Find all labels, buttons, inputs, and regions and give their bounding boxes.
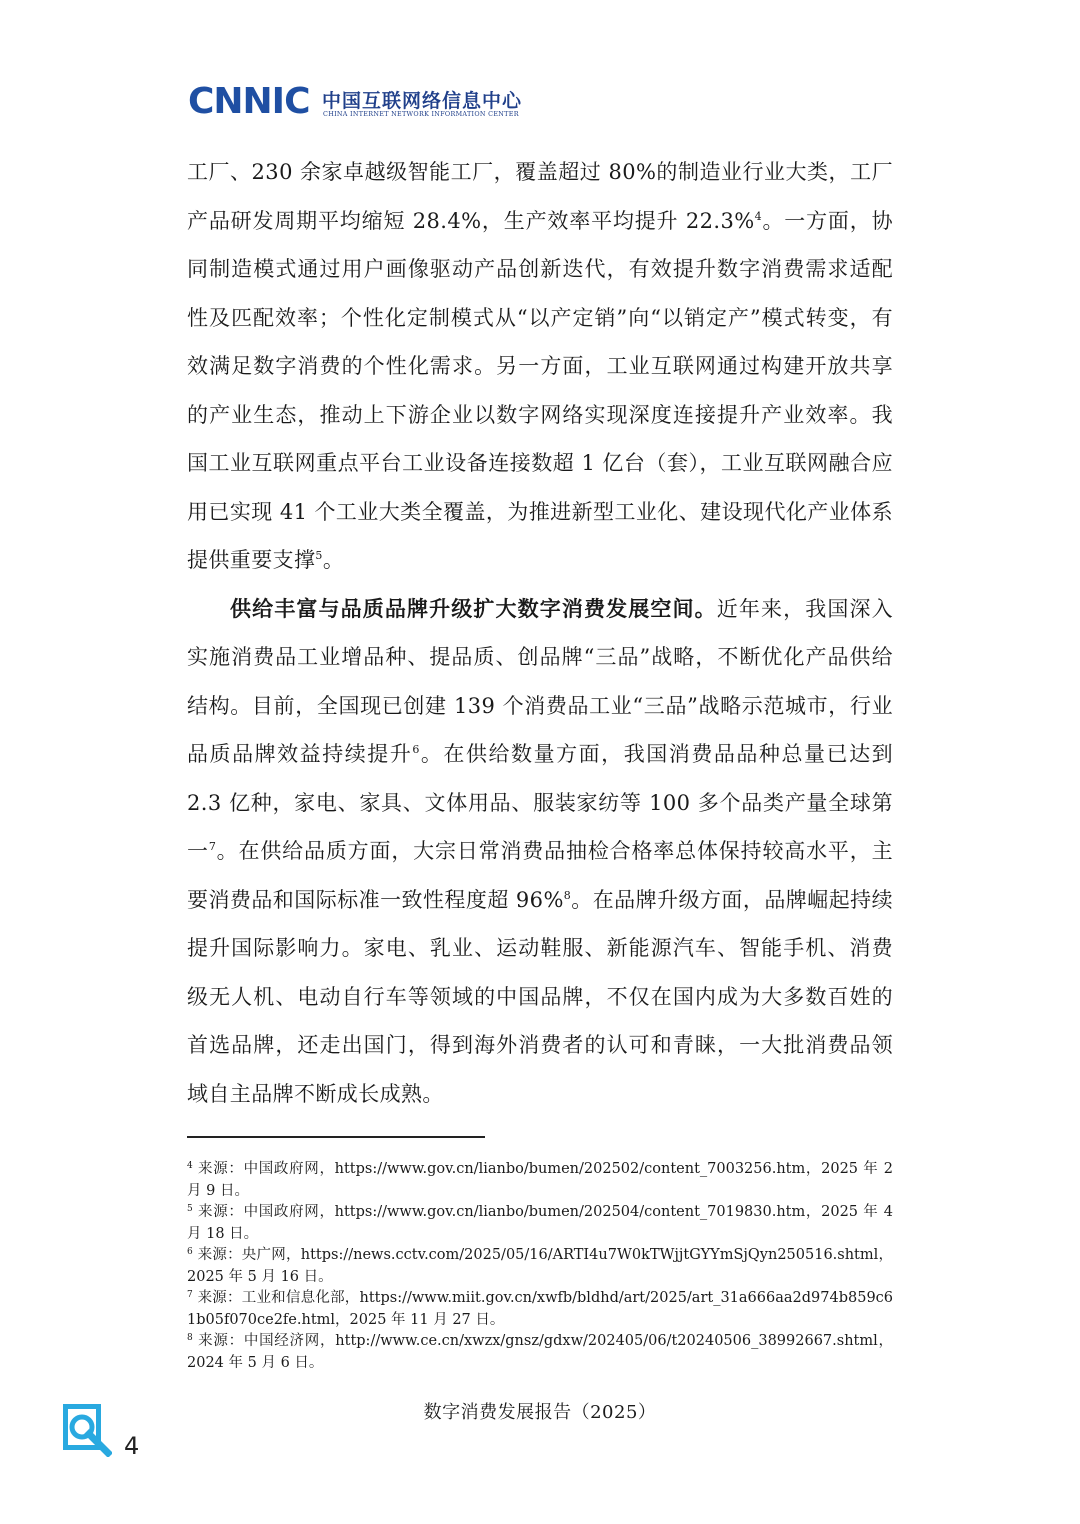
p1-text-b: 。一方面，协同制造模式通过用户画像驱动产品创新迭代，有效提升数字消费需求适配性及匹配效率；个性化定制模式从“以产定销”向“以销定产”模式转变，有效满足数字消费的个性化需求。另一方面，工业互联网通过构建开放共享的产业生态，推动上下游企业以数字网络实现深度连接提升产业效率。我国工业互联网重点平台工业设备连接数超 1 亿台（套），工业互联网融合应用已实现 41 个工业大类全覆盖，为推进新型工业化、建设现代化产业体系提供重要支撑 [187,208,893,572]
p2-text-c: 。在供给品质方面，大宗日常消费品抽检合格率总体保持较高水平，主要消费品和国际标准一致性程度超 96% [187,839,893,912]
cnnic-logo: CNNIC [188,81,310,122]
footnote-text[interactable]: 来源：央广网，https://news.cctv.com/2025/05/16/ARTI4u7W0kTWjjtGYYmSjQyn250516.shtml，2025 年 5 月 16 日。 [187,1247,894,1285]
footnote-ref-6[interactable]: 6 [412,743,420,756]
footnote-num: 6 [187,1247,193,1257]
footnote-5 [187,1202,893,1245]
footnote-text[interactable]: 来源：工业和信息化部，https://www.miit.gov.cn/xwfb/bldhd/art/2025/art_31a666aa2d974b859c61b05f070ce2fe.html，2025 年 11 月 27 日。 [187,1290,894,1328]
footnote-text[interactable]: 来源：中国经济网，http://www.ce.cn/xwzx/gnsz/gdxw/202405/06/t20240506_38992667.shtml，2024 年 5 月 6 日。 [187,1333,894,1371]
footnote-num: 5 [187,1204,193,1214]
footnote-8 [187,1331,893,1374]
main-body [187,148,893,1118]
footnote-ref-5[interactable]: 5 [315,549,323,562]
p1-text-a: 工厂、230 余家卓越级智能工厂，覆盖超过 80%的制造业行业大类，工厂产品研发周期平均缩短 28.4%，生产效率平均提升 22.3% [187,160,893,233]
footnote-ref-7[interactable]: 7 [208,840,217,853]
p2-lead-heading: 供给丰富与品质品牌升级扩大数字消费发展空间。 [230,595,717,621]
paragraph-1 [187,148,893,585]
report-magnifier-icon [62,1403,112,1457]
org-name-en: CHINA INTERNET NETWORK INFORMATION CENTER [323,110,519,118]
p1-text-c: 。 [322,548,345,572]
footnote-divider [187,1136,485,1138]
p2-text-a: 近年来，我国深入实施消费品工业增品种、提品质、创品牌“三品”战略，不断优化产品供给结构。目前，全国现已创建 139 个消费品工业“三品”战略示范城市，行业品质品牌效益持续提升 [187,596,893,766]
p2-text-b: 。在供给数量方面，我国消费品品种总量已达到 2.3 亿种，家电、家具、文体用品、服装家纺等 100 多个品类产量全球第一 [187,742,894,863]
page-number: 4 [124,1432,140,1460]
footnote-ref-8[interactable]: 8 [563,888,572,902]
footnote-ref-4[interactable]: 4 [754,209,763,223]
footnote-num: 4 [187,1161,193,1171]
footnotes [187,1159,893,1374]
footnote-4 [187,1159,893,1202]
p2-text-d: 。在品牌升级方面，品牌崛起持续提升国际影响力。家电、乳业、运动鞋服、新能源汽车、智能手机、消费级无人机、电动自行车等领域的中国品牌，不仅在国内成为大多数百姓的首选品牌，还走出国门，得到海外消费者的认可和青睐，一大批消费品领域自主品牌不断成长成熟。 [187,887,893,1106]
footnote-num: 8 [187,1333,193,1343]
footnote-text[interactable]: 来源：中国政府网，https://www.gov.cn/lianbo/bumen/202502/content_7003256.htm，2025 年 2 月 9 日。 [187,1161,893,1199]
paragraph-2 [187,585,893,1119]
footnote-7 [187,1288,893,1331]
footnote-6 [187,1245,893,1288]
report-title-footer: 数字消费发展报告（2025） [423,1402,657,1423]
org-name-cn: 中国互联网络信息中心 [322,90,523,112]
footnote-text[interactable]: 来源：中国政府网，https://www.gov.cn/lianbo/bumen/202504/content_7019830.htm，2025 年 4 月 18 日。 [187,1204,893,1242]
footnote-num: 7 [187,1290,193,1300]
page-header [188,81,588,124]
